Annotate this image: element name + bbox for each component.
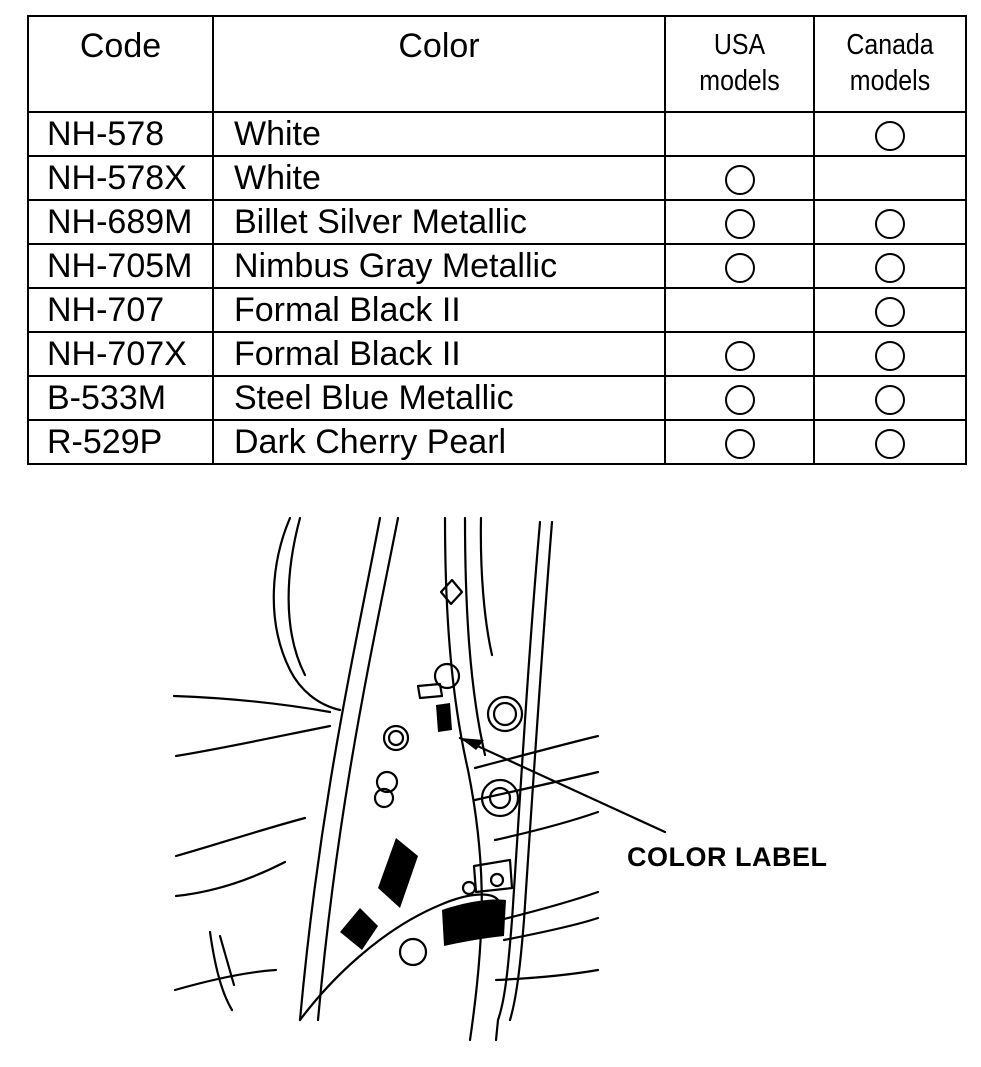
header-canada-models — [814, 16, 966, 112]
table-row — [28, 332, 966, 376]
cell-usa-availability — [665, 288, 814, 332]
cell-canada-availability — [814, 200, 966, 244]
cell-color-name: Formal Black II — [213, 288, 665, 332]
cell-canada-availability — [814, 112, 966, 156]
available-circle-icon — [725, 253, 755, 283]
available-circle-icon — [875, 209, 905, 239]
header-canada-line1: Canada — [846, 29, 934, 61]
cell-code: NH-705M — [28, 244, 213, 288]
cell-code: NH-578X — [28, 156, 213, 200]
cell-usa-availability — [665, 112, 814, 156]
door-pillar-illustration — [0, 500, 981, 1067]
table-header-row — [28, 16, 966, 112]
header-color-label: Color — [398, 27, 480, 65]
cell-color-name: Formal Black II — [213, 332, 665, 376]
table-body — [28, 112, 966, 464]
header-usa-line1: USA — [713, 29, 766, 61]
table-row — [28, 112, 966, 156]
cell-code: NH-578 — [28, 112, 213, 156]
available-circle-icon — [725, 429, 755, 459]
header-canada-line2: models — [849, 65, 931, 97]
pillar-outline — [300, 518, 380, 1020]
cell-color-name: Billet Silver Metallic — [213, 200, 665, 244]
black-trim-patch — [378, 838, 418, 908]
cell-code: NH-689M — [28, 200, 213, 244]
available-circle-icon — [875, 429, 905, 459]
table-row — [28, 200, 966, 244]
cell-canada-availability — [814, 156, 966, 200]
header-code — [28, 16, 213, 112]
cell-usa-availability — [665, 332, 814, 376]
paint-code-table — [27, 15, 967, 465]
available-circle-icon — [725, 385, 755, 415]
cell-usa-availability — [665, 420, 814, 464]
cell-color-name: Nimbus Gray Metallic — [213, 244, 665, 288]
cell-color-name: Dark Cherry Pearl — [213, 420, 665, 464]
cell-color-name: White — [213, 156, 665, 200]
table-row — [28, 420, 966, 464]
available-circle-icon — [875, 297, 905, 327]
cell-canada-availability — [814, 288, 966, 332]
color-label-callout: COLOR LABEL — [627, 842, 828, 872]
available-circle-icon — [875, 253, 905, 283]
table-row — [28, 288, 966, 332]
cell-usa-availability — [665, 156, 814, 200]
cell-code: R-529P — [28, 420, 213, 464]
table-row — [28, 244, 966, 288]
header-color — [213, 16, 665, 112]
available-circle-icon — [725, 341, 755, 371]
available-circle-icon — [725, 209, 755, 239]
callout-leader-line — [460, 738, 665, 832]
cell-color-name: White — [213, 112, 665, 156]
table-row — [28, 376, 966, 420]
header-usa-models — [665, 16, 814, 112]
available-circle-icon — [725, 165, 755, 195]
cell-usa-availability — [665, 244, 814, 288]
cell-color-name: Steel Blue Metallic — [213, 376, 665, 420]
cell-code: B-533M — [28, 376, 213, 420]
cell-code: NH-707 — [28, 288, 213, 332]
header-code-label: Code — [79, 27, 162, 65]
header-usa-line2: models — [699, 65, 780, 97]
cell-canada-availability — [814, 332, 966, 376]
cell-usa-availability — [665, 200, 814, 244]
seat-outline — [274, 518, 340, 710]
cell-canada-availability — [814, 244, 966, 288]
available-circle-icon — [875, 341, 905, 371]
color-label-tag — [436, 703, 452, 732]
cell-canada-availability — [814, 376, 966, 420]
cell-usa-availability — [665, 376, 814, 420]
table-row — [28, 156, 966, 200]
available-circle-icon — [875, 385, 905, 415]
cell-code: NH-707X — [28, 332, 213, 376]
cell-canada-availability — [814, 420, 966, 464]
available-circle-icon — [875, 121, 905, 151]
